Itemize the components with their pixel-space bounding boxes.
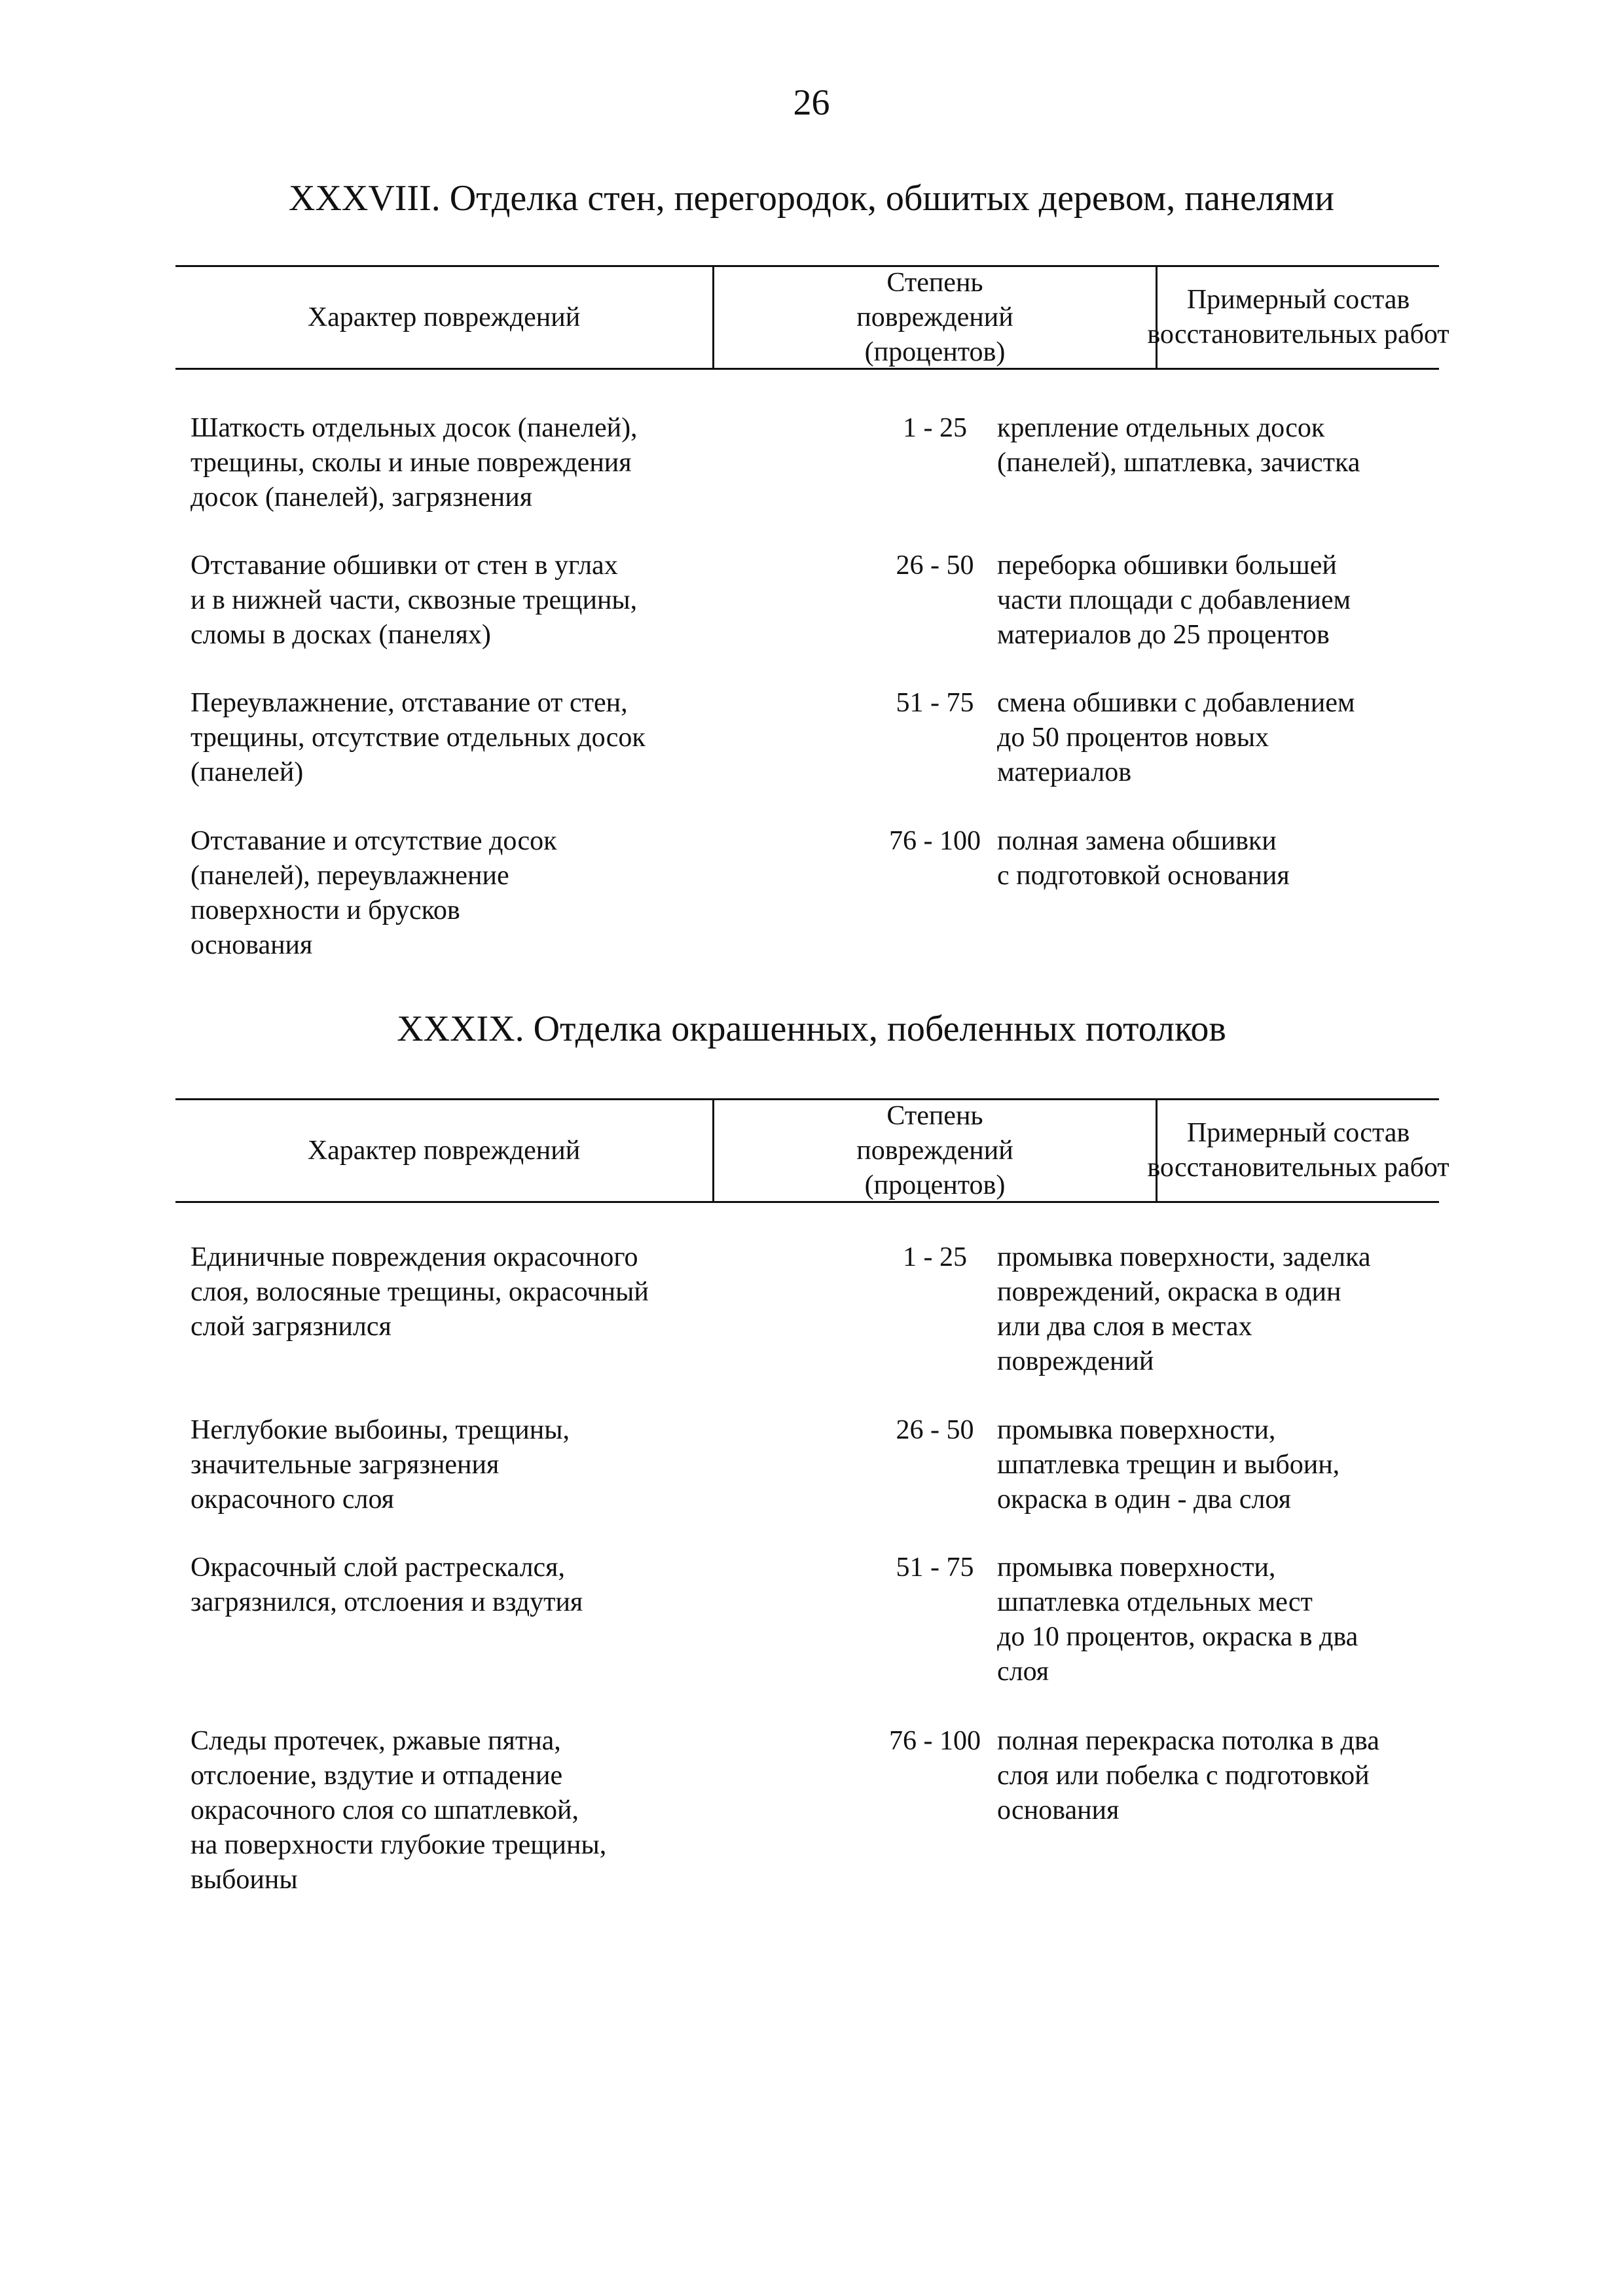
damage-line: на поверхности глубокие трещины, xyxy=(191,1830,607,1860)
damage-line: (панелей), переувлажнение xyxy=(191,861,509,891)
works-cell xyxy=(997,686,1429,790)
works-cell xyxy=(997,1724,1429,1828)
damage-line: поверхности и брусков xyxy=(191,895,460,925)
works-line: полная перекраска потолка в два xyxy=(997,1726,1379,1756)
works-line: материалов до 25 процентов xyxy=(997,620,1330,650)
header-works-line: восстановительных работ xyxy=(1147,1153,1450,1183)
works-line: основания xyxy=(997,1795,1120,1825)
header-damage-label: Характер повреждений xyxy=(307,1135,581,1166)
damage-line: Окрасочный слой растрескался, xyxy=(191,1552,565,1583)
damage-cell xyxy=(191,686,727,790)
header-works xyxy=(1147,1100,1450,1201)
damage-cell xyxy=(191,1240,727,1344)
works-line: окраска в один - два слоя xyxy=(997,1484,1291,1515)
works-cell xyxy=(997,1551,1429,1689)
degree-cell: 1 - 25 xyxy=(903,1242,967,1272)
works-line: повреждений xyxy=(997,1346,1154,1376)
header-degree xyxy=(712,267,1158,368)
damage-line: загрязнился, отслоения и вздутия xyxy=(191,1587,583,1617)
table-header xyxy=(175,265,1450,370)
page-number: 26 xyxy=(793,82,830,123)
works-line: части площади с добавлением xyxy=(997,585,1351,615)
damage-line: значительные загрязнения xyxy=(191,1450,500,1480)
works-line: (панелей), шпатлевка, зачистка xyxy=(997,448,1360,478)
damage-line: досок (панелей), загрязнения xyxy=(191,482,533,512)
damage-cell xyxy=(191,1724,727,1897)
header-degree-line: Степень xyxy=(886,1100,983,1131)
header-degree-line: повреждений xyxy=(856,1135,1013,1166)
works-cell xyxy=(997,411,1429,480)
works-line: промывка поверхности, xyxy=(997,1552,1276,1583)
works-line: промывка поверхности, заделка xyxy=(997,1242,1371,1272)
damage-line: окрасочного слоя xyxy=(191,1484,395,1515)
header-damage xyxy=(175,267,712,368)
header-degree-line: (процентов) xyxy=(864,336,1006,367)
damage-line: Единичные повреждения окрасочного xyxy=(191,1242,638,1272)
damage-line: Неглубокие выбоины, трещины, xyxy=(191,1415,570,1445)
degree-cell: 26 - 50 xyxy=(896,1415,974,1445)
damage-line: Переувлажнение, отставание от стен, xyxy=(191,688,628,718)
works-line: смена обшивки с добавлением xyxy=(997,688,1355,718)
degree-cell: 1 - 25 xyxy=(903,413,967,443)
header-works-line: восстановительных работ xyxy=(1147,319,1450,350)
damage-line: выбоины xyxy=(191,1865,298,1895)
damage-line: основания xyxy=(191,930,313,960)
damage-line: (панелей) xyxy=(191,757,304,787)
section-title: XXXVIII. Отделка стен, перегородок, обшитых деревом, панелями xyxy=(289,178,1334,219)
works-line: до 10 процентов, окраска в два xyxy=(997,1622,1359,1652)
header-damage xyxy=(175,1100,712,1201)
works-line: материалов xyxy=(997,757,1132,787)
degree-cell: 76 - 100 xyxy=(889,826,981,856)
degree-cell: 26 - 50 xyxy=(896,550,974,581)
works-line: слоя xyxy=(997,1657,1049,1687)
works-line: до 50 процентов новых xyxy=(997,723,1269,753)
damage-line: сломы в досках (панелях) xyxy=(191,620,491,650)
works-line: шпатлевка трещин и выбоин, xyxy=(997,1450,1340,1480)
header-works-line: Примерный состав xyxy=(1186,1118,1410,1148)
works-line: крепление отдельных досок xyxy=(997,413,1325,443)
header-works xyxy=(1147,267,1450,368)
works-line: с подготовкой основания xyxy=(997,861,1290,891)
damage-line: отслоение, вздутие и отпадение xyxy=(191,1761,563,1791)
works-cell xyxy=(997,548,1429,653)
works-line: полная замена обшивки xyxy=(997,826,1277,856)
damage-line: окрасочного слоя со шпатлевкой, xyxy=(191,1795,579,1825)
header-degree xyxy=(712,1100,1158,1201)
damage-line: Отставание и отсутствие досок xyxy=(191,826,557,856)
works-cell xyxy=(997,824,1429,893)
damage-cell xyxy=(191,1413,727,1517)
degree-cell: 51 - 75 xyxy=(896,688,974,718)
degree-cell: 51 - 75 xyxy=(896,1552,974,1583)
works-line: или два слоя в местах xyxy=(997,1312,1252,1342)
header-works-line: Примерный состав xyxy=(1186,285,1410,315)
works-line: шпатлевка отдельных мест xyxy=(997,1587,1313,1617)
damage-line: слоя, волосяные трещины, окрасочный xyxy=(191,1277,649,1307)
damage-line: Следы протечек, ржавые пятна, xyxy=(191,1726,561,1756)
damage-line: Шаткость отдельных досок (панелей), xyxy=(191,413,638,443)
section-title: XXXIX. Отделка окрашенных, побеленных потолков xyxy=(397,1009,1226,1049)
header-degree-line: повреждений xyxy=(856,302,1013,332)
table-header xyxy=(175,1098,1450,1203)
works-cell xyxy=(997,1240,1429,1379)
works-line: слоя или побелка с подготовкой xyxy=(997,1761,1370,1791)
damage-line: и в нижней части, сквозные трещины, xyxy=(191,585,638,615)
damage-line: Отставание обшивки от стен в углах xyxy=(191,550,618,581)
works-cell xyxy=(997,1413,1429,1517)
damage-line: трещины, отсутствие отдельных досок xyxy=(191,723,646,753)
works-line: переборка обшивки большей xyxy=(997,550,1337,581)
damage-line: слой загрязнился xyxy=(191,1312,392,1342)
damage-cell xyxy=(191,548,727,653)
damage-line: трещины, сколы и иные повреждения xyxy=(191,448,632,478)
works-line: промывка поверхности, xyxy=(997,1415,1276,1445)
header-degree-line: (процентов) xyxy=(864,1170,1006,1200)
damage-cell xyxy=(191,824,727,963)
header-damage-label: Характер повреждений xyxy=(307,302,581,332)
damage-cell xyxy=(191,411,727,515)
works-line: повреждений, окраска в один xyxy=(997,1277,1341,1307)
header-degree-line: Степень xyxy=(886,267,983,298)
degree-cell: 76 - 100 xyxy=(889,1726,981,1756)
damage-cell xyxy=(191,1551,727,1620)
